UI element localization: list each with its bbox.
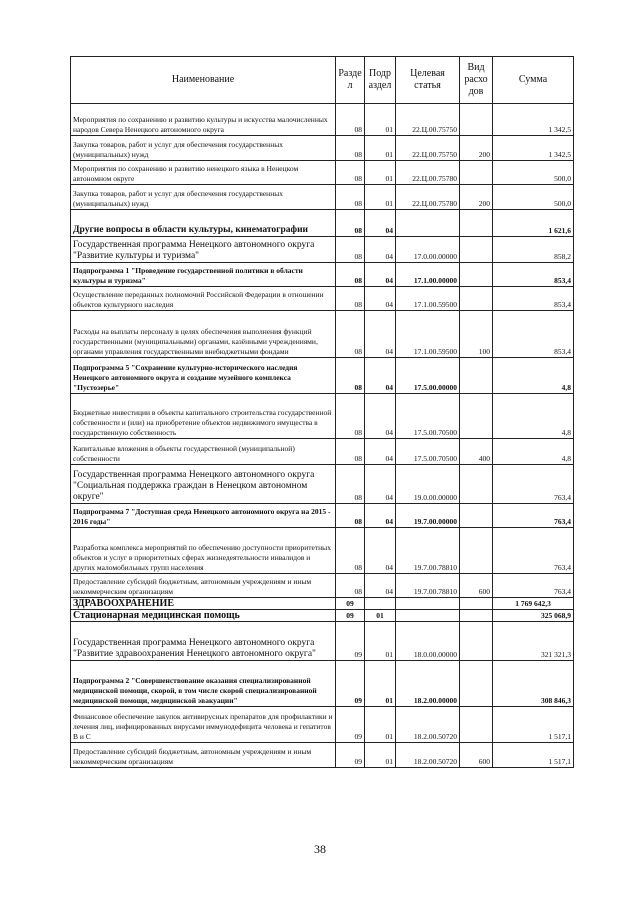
row-expense-type [460,598,493,610]
row-expense-type [460,161,493,185]
table-row [71,707,574,743]
table-row [71,210,574,237]
row-podrazdel: 04 [365,439,396,465]
table-row [71,185,574,210]
row-expense-type [460,210,493,237]
row-expense-type [460,622,493,661]
row-article: 18.2.00.50720 [396,707,460,743]
column-header-razdel: Разде л [336,57,365,104]
table-row [71,439,574,465]
row-expense-type: 100 [460,311,493,358]
row-name: Закупка товаров, работ и услуг для обеспечения государственных (муниципальных) нужд [71,136,336,161]
table-row [71,574,574,598]
row-article: 17.1.00.59500 [396,287,460,311]
row-article [396,598,460,610]
row-razdel: 08 [336,528,365,574]
row-podrazdel: 04 [365,311,396,358]
row-podrazdel: 04 [365,237,396,263]
row-podrazdel: 01 [365,610,396,622]
row-sum: 500,0 [493,185,574,210]
row-expense-type: 600 [460,743,493,768]
row-name: Расходы на выплаты персоналу в целях обеспечения выполнения функций государственными (муниципальными) органами, казёнными учреждениями, органами управления государственными внебюджетными фондами [71,311,336,358]
table-row [71,161,574,185]
row-name: Разработка комплекса мероприятий по обеспечению доступности приоритетных объектов и услуг в приоритетных сферах жизнедеятельности инвалидов и других маломобильных групп населения [71,528,336,574]
row-article: 19.7.00.78810 [396,574,460,598]
row-razdel: 08 [336,394,365,439]
table-header-row [71,57,574,104]
row-sum: 763,4 [493,574,574,598]
row-podrazdel: 01 [365,743,396,768]
row-article: 18.2.00.00000 [396,661,460,707]
row-razdel: 09 [336,598,365,610]
row-name: Государственная программа Ненецкого автономного округа "Социальная поддержка граждан в Ненецком автономном округе" [71,465,336,504]
row-podrazdel: 01 [365,161,396,185]
column-header-expense-type: Вид расхо дов [460,57,493,104]
row-podrazdel: 04 [365,465,396,504]
row-sum: 1 342,5 [493,104,574,136]
column-header-sum: Сумма [493,57,574,104]
row-name: Государственная программа Ненецкого автономного округа "Развитие культуры и туризма" [71,237,336,263]
table-row [71,504,574,528]
table-row [71,104,574,136]
row-expense-type [460,707,493,743]
row-name: Другие вопросы в области культуры, кинематографии [71,210,336,237]
row-name: Осуществление переданных полномочий Российской Федерации в отношении объектов культурного наследия [71,287,336,311]
row-article: 22.Ц.00.75750 [396,104,460,136]
row-expense-type [460,661,493,707]
row-podrazdel: 04 [365,574,396,598]
row-expense-type: 600 [460,574,493,598]
row-razdel: 08 [336,358,365,394]
row-name: Подпрограмма 2 "Совершенствование оказания специализированной медицинской помощи, скорой, в том числе скорой специализированной медицинской помощи, медицинской эвакуации" [71,661,336,707]
column-header-name: Наименование [71,57,336,104]
row-razdel: 08 [336,311,365,358]
row-razdel: 08 [336,185,365,210]
row-name: Предоставление субсидий бюджетным, автономным учреждениям и иным некоммерческим организациям [71,743,336,768]
row-podrazdel: 01 [365,707,396,743]
row-sum: 763,4 [493,504,574,528]
row-sum: 853,4 [493,287,574,311]
row-article: 22.Ц.00.75780 [396,161,460,185]
row-article: 17.1.00.59500 [396,311,460,358]
row-expense-type [460,504,493,528]
row-article [396,210,460,237]
row-razdel: 08 [336,237,365,263]
row-razdel: 08 [336,104,365,136]
row-expense-type: 200 [460,136,493,161]
row-podrazdel: 04 [365,287,396,311]
row-article: 17.1.00.00000 [396,263,460,287]
row-expense-type [460,358,493,394]
row-sum: 853,4 [493,263,574,287]
row-sum: 4,8 [493,394,574,439]
table-row [71,465,574,504]
row-sum: 1 621,6 [493,210,574,237]
table-row [71,287,574,311]
row-podrazdel: 04 [365,504,396,528]
row-name: Мероприятия по сохранению и развитию ненецкого языка в Ненецком автономном округе [71,161,336,185]
row-expense-type [460,287,493,311]
row-expense-type: 400 [460,439,493,465]
row-expense-type [460,104,493,136]
row-sum: 325 068,9 [493,610,574,622]
row-article: 17.5.00.70500 [396,394,460,439]
row-article: 18.2.00.50720 [396,743,460,768]
row-razdel: 08 [336,263,365,287]
row-razdel: 09 [336,743,365,768]
table-row [71,311,574,358]
row-razdel: 08 [336,161,365,185]
row-razdel: 09 [336,661,365,707]
row-razdel: 08 [336,210,365,237]
row-expense-type [460,528,493,574]
table-row [71,263,574,287]
row-expense-type [460,263,493,287]
row-sum: 1 517,1 [493,707,574,743]
row-article: 19.0.00.00000 [396,465,460,504]
row-article: 18.0.00.00000 [396,622,460,661]
row-article: 17.0.00.00000 [396,237,460,263]
budget-table [70,56,574,768]
row-sum: 1 517,1 [493,743,574,768]
row-sum: 763,4 [493,528,574,574]
row-article: 19.7.00.00000 [396,504,460,528]
row-podrazdel: 04 [365,528,396,574]
table-row [71,743,574,768]
row-expense-type [460,394,493,439]
row-razdel: 08 [336,504,365,528]
row-sum: 853,4 [493,311,574,358]
row-name: Капитальные вложения в объекты государственной (муниципальной) собственности [71,439,336,465]
row-podrazdel [365,598,396,610]
row-podrazdel: 04 [365,263,396,287]
row-name: Финансовое обеспечение закупок антивирусных препаратов для профилактики и лечения лиц, инфицированных вирусами иммунодефицита человека и гепатитов В и С [71,707,336,743]
row-name: Стационарная медицинская помощь [71,610,336,622]
row-name: Подпрограмма 1 "Проведение государственной политики в области культуры и туризма" [71,263,336,287]
row-article: 17.5.00.70500 [396,439,460,465]
row-razdel: 08 [336,574,365,598]
row-sum: 308 846,3 [493,661,574,707]
row-sum: 4,8 [493,358,574,394]
row-expense-type [460,465,493,504]
row-name: Государственная программа Ненецкого автономного округа "Развитие здравоохранения Ненецкого автономного округа" [71,622,336,661]
row-name: ЗДРАВООХРАНЕНИЕ [71,598,336,610]
page-number: 38 [314,842,326,856]
row-podrazdel: 04 [365,210,396,237]
row-name: Подпрограмма 7 "Доступная среда Ненецкого автономного округа на 2015 - 2016 годы" [71,504,336,528]
row-razdel: 08 [336,439,365,465]
table-row [71,528,574,574]
row-name: Закупка товаров, работ и услуг для обеспечения государственных (муниципальных) нужд [71,185,336,210]
row-name: Бюджетные инвестиции в объекты капитального строительства государственной собственности и (или) на приобретение объектов недвижимого имущества в государственную собственность [71,394,336,439]
row-razdel: 08 [336,465,365,504]
table-row [71,661,574,707]
column-header-podrazdel: Подр аздел [365,57,396,104]
row-razdel: 08 [336,287,365,311]
row-podrazdel: 01 [365,136,396,161]
row-article: 17.5.00.00000 [396,358,460,394]
table-row [71,358,574,394]
table-row [71,237,574,263]
row-expense-type [460,610,493,622]
table-row [71,610,574,622]
row-razdel: 09 [336,622,365,661]
row-podrazdel: 01 [365,185,396,210]
row-name: Предоставление субсидий бюджетным, автономным учреждениям и иным некоммерческим организациям [71,574,336,598]
row-sum: 1 769 642,3 [493,598,574,610]
row-podrazdel: 01 [365,104,396,136]
row-podrazdel: 04 [365,358,396,394]
row-expense-type: 200 [460,185,493,210]
row-sum: 321 321,3 [493,622,574,661]
table-row [71,622,574,661]
row-article: 22.Ц.00.75780 [396,185,460,210]
row-article: 19.7.00.78810 [396,528,460,574]
row-expense-type [460,237,493,263]
row-article: 22.Ц.00.75750 [396,136,460,161]
row-name: Подпрограмма 5 "Сохранение культурно-исторического наследия Ненецкого автономного округа и создание музейного комплекса "Пустозерье" [71,358,336,394]
table-row [71,598,574,610]
table-row [71,394,574,439]
row-sum: 763,4 [493,465,574,504]
row-podrazdel: 01 [365,661,396,707]
row-name: Мероприятия по сохранению и развитию культуры и искусства малочисленных народов Севера Ненецкого автономного округа [71,104,336,136]
column-header-article: Целевая статья [396,57,460,104]
row-podrazdel: 04 [365,394,396,439]
table-row [71,136,574,161]
row-razdel: 08 [336,136,365,161]
row-article [396,610,460,622]
row-sum: 500,0 [493,161,574,185]
row-podrazdel: 01 [365,622,396,661]
row-sum: 4,8 [493,439,574,465]
row-sum: 1 342,5 [493,136,574,161]
row-sum: 858,2 [493,237,574,263]
row-razdel: 09 [336,610,365,622]
row-razdel: 09 [336,707,365,743]
